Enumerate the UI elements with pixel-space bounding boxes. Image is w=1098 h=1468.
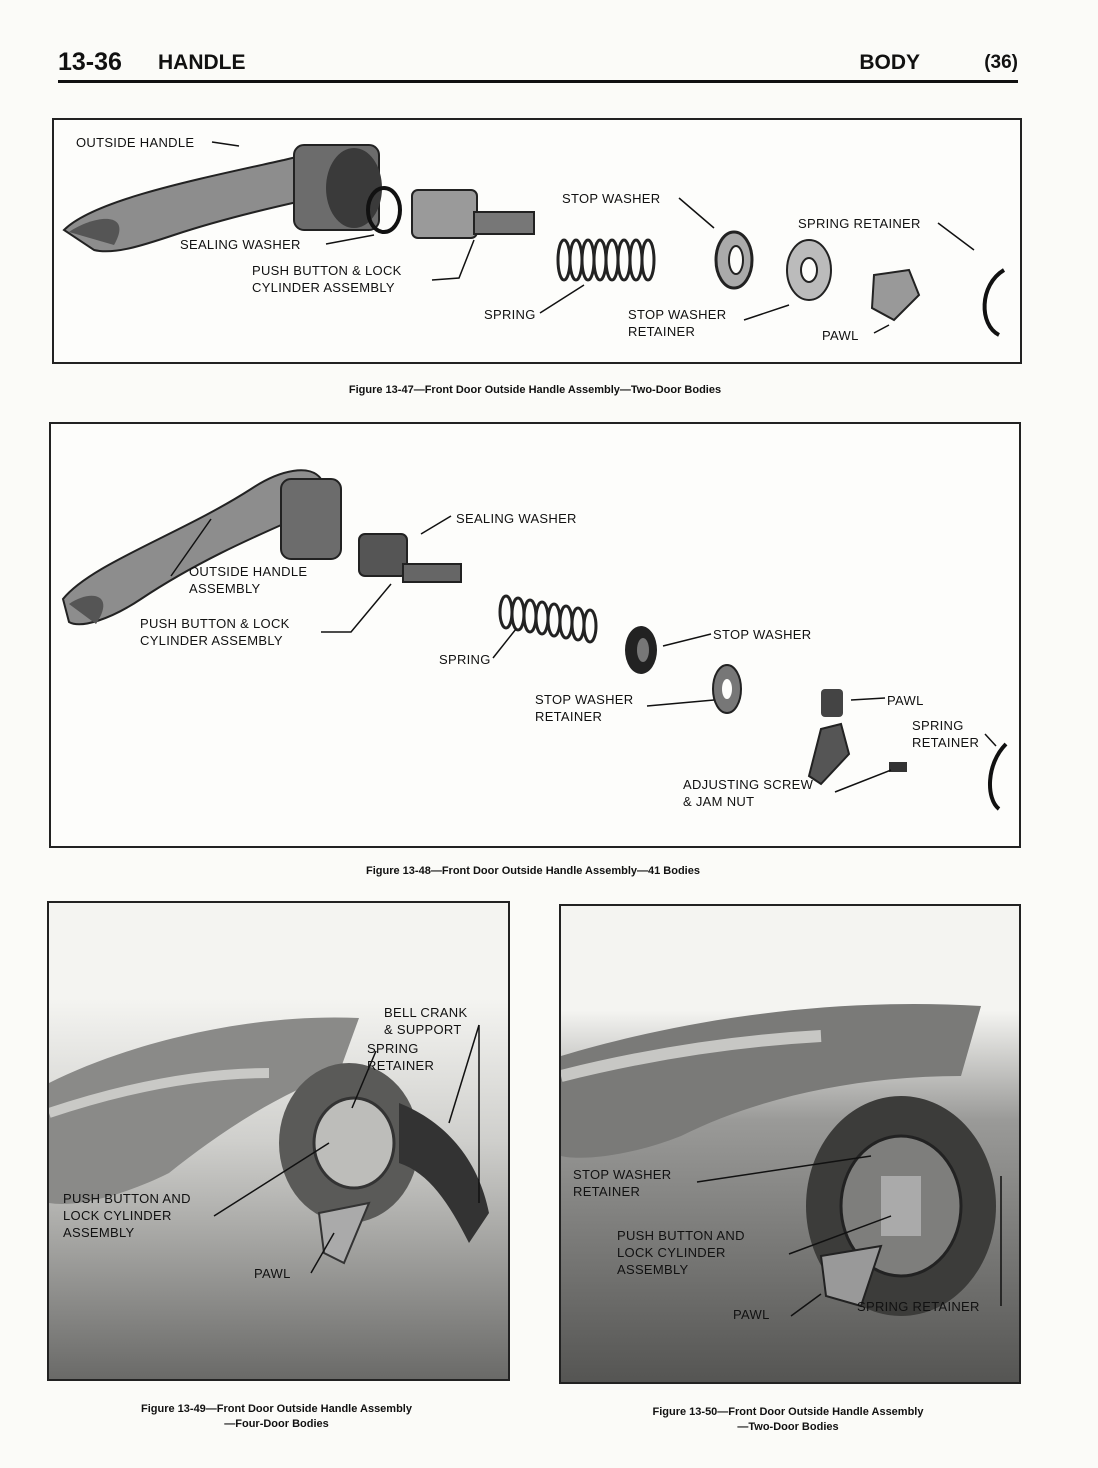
label-sealing-washer: SEALING WASHER <box>180 237 301 252</box>
caption-13-48: Figure 13-48—Front Door Outside Handle Assembly—41 Bodies <box>366 865 700 877</box>
figure-13-49-photo <box>49 903 508 1379</box>
label-bell-crank: BELL CRANK & SUPPORT <box>384 1005 468 1037</box>
label-outside-handle: OUTSIDE HANDLE ASSEMBLY <box>189 564 308 596</box>
label-spring-retainer: SPRING RETAINER <box>912 718 980 750</box>
label-stop-washer: STOP WASHER <box>562 191 661 206</box>
label-pawl: PAWL <box>822 328 859 343</box>
chapter-title: BODY <box>859 51 920 74</box>
section-title: HANDLE <box>158 51 246 74</box>
label-pawl: PAWL <box>887 693 924 708</box>
caption-13-49: Figure 13-49—Front Door Outside Handle Assembly —Four-Door Bodies <box>141 1403 412 1430</box>
chapter-page: (36) <box>984 52 1018 73</box>
label-spring-retainer: SPRING RETAINER <box>367 1041 435 1073</box>
label-spring-retainer: SPRING RETAINER <box>857 1299 980 1314</box>
label-spring-retainer: SPRING RETAINER <box>798 216 921 231</box>
caption-13-47: Figure 13-47—Front Door Outside Handle Assembly—Two-Door Bodies <box>348 384 722 396</box>
label-push-button: PUSH BUTTON AND LOCK CYLINDER ASSEMBLY <box>63 1191 191 1240</box>
label-push-button: PUSH BUTTON & LOCK CYLINDER ASSEMBLY <box>140 616 290 648</box>
figure-13-48 <box>49 422 1021 848</box>
label-spring: SPRING <box>484 307 536 322</box>
page-number: 13-36 <box>58 48 122 76</box>
label-stop-washer-retainer: STOP WASHER RETAINER <box>535 692 634 724</box>
label-pawl: PAWL <box>733 1307 770 1322</box>
label-push-button: PUSH BUTTON & LOCK CYLINDER ASSEMBLY <box>252 263 402 295</box>
label-stop-washer-retainer: STOP WASHER RETAINER <box>573 1167 672 1199</box>
label-outside-handle: OUTSIDE HANDLE <box>76 135 195 150</box>
label-spring: SPRING <box>439 652 491 667</box>
label-pawl: PAWL <box>254 1266 291 1281</box>
page-header <box>58 46 1018 83</box>
label-adjusting-screw: ADJUSTING SCREW & JAM NUT <box>683 777 814 809</box>
label-stop-washer-retainer: STOP WASHER RETAINER <box>628 307 727 339</box>
caption-13-50: Figure 13-50—Front Door Outside Handle Assembly —Two-Door Bodies <box>652 1406 924 1433</box>
figure-13-50 <box>559 904 1021 1384</box>
figure-13-49 <box>47 901 510 1381</box>
label-push-button: PUSH BUTTON AND LOCK CYLINDER ASSEMBLY <box>617 1228 745 1277</box>
figure-13-47 <box>52 118 1022 364</box>
label-stop-washer: STOP WASHER <box>713 627 812 642</box>
label-sealing-washer: SEALING WASHER <box>456 511 577 526</box>
